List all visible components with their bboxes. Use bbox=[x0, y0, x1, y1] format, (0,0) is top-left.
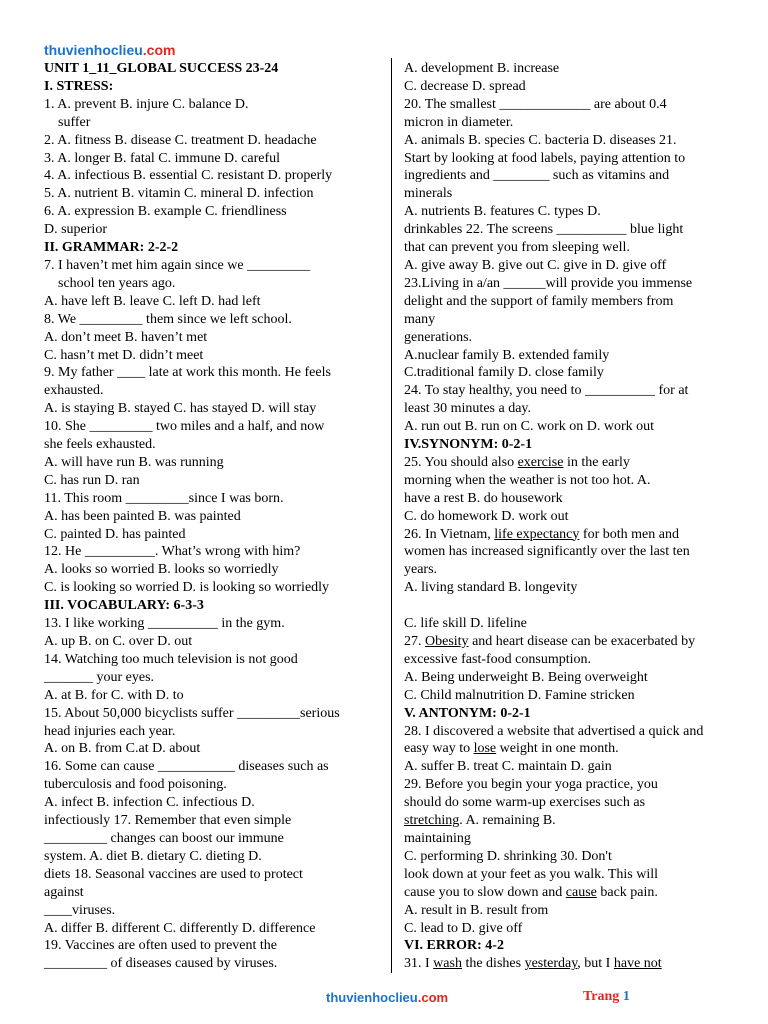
question-9-cont: exhausted. bbox=[44, 383, 104, 399]
question-26-cont-1: women has increased significantly over the last ten bbox=[404, 544, 690, 560]
q25-underlined-word: exercise bbox=[517, 454, 564, 470]
question-23-cont-2: many bbox=[404, 311, 436, 327]
footer-site-part1: thuvienhoclieu bbox=[326, 990, 418, 1005]
q25-text-post: in the early bbox=[563, 454, 630, 470]
question-14-options: A. at B. for C. with D. to bbox=[44, 687, 184, 703]
question-18-cont: ____viruses. bbox=[44, 902, 116, 918]
question-17-options: system. A. diet B. dietary C. dieting D. bbox=[44, 848, 262, 864]
unit-title: UNIT 1_11_GLOBAL SUCCESS 23-24 bbox=[44, 61, 279, 76]
question-6: 6. A. expression B. example C. friendliness bbox=[44, 204, 287, 220]
question-27 bbox=[404, 633, 736, 651]
question-27-options-2: C. Child malnutrition D. Famine stricken bbox=[404, 687, 635, 703]
question-14: 14. Watching too much television is not good bbox=[44, 651, 298, 667]
question-4: 4. A. infectious B. essential C. resistant D. properly bbox=[44, 168, 333, 184]
question-28-cont bbox=[404, 740, 736, 758]
question-21-22-line: drinkables 22. The screens __________ blue light bbox=[404, 222, 684, 238]
section-grammar: II. GRAMMAR: 2-2-2 bbox=[44, 240, 179, 256]
question-9-options: A. is staying B. stayed C. has stayed D. will stay bbox=[44, 401, 317, 417]
q31-text-mid1: the dishes bbox=[461, 956, 525, 972]
question-21-cont-2: minerals bbox=[404, 186, 453, 202]
q28-text-pre: easy way to bbox=[404, 741, 474, 757]
question-24-options: A. run out B. run on C. work on D. work out bbox=[404, 419, 655, 435]
question-19: 19. Vaccines are often used to prevent the bbox=[44, 938, 277, 954]
question-31 bbox=[404, 955, 736, 973]
question-2: 2. A. fitness B. disease C. treatment D. headache bbox=[44, 132, 317, 148]
question-23-cont-3: generations. bbox=[404, 329, 473, 345]
right-column bbox=[404, 60, 736, 973]
question-16: 16. Some can cause ___________ diseases such as bbox=[44, 759, 329, 775]
question-7-options: A. have left B. leave C. left D. had left bbox=[44, 293, 261, 309]
question-11-options-2: C. painted D. has painted bbox=[44, 526, 186, 542]
question-16-options: A. infect B. infection C. infectious D. bbox=[44, 795, 255, 811]
question-7-cont: school ten years ago. bbox=[58, 275, 176, 291]
q28-underlined-word: lose bbox=[473, 741, 497, 757]
q26-text-pre: 26. In Vietnam, bbox=[404, 526, 495, 542]
question-15-cont: head injuries each year. bbox=[44, 723, 176, 739]
question-26-options-1: A. living standard B. longevity bbox=[404, 580, 578, 596]
question-19-cont: _________ of diseases caused by viruses. bbox=[44, 956, 278, 972]
q26-text-post: for both men and bbox=[579, 526, 679, 542]
question-7: 7. I haven’t met him again since we _________ bbox=[44, 257, 311, 273]
question-30-cont: look down at your feet as you walk. This will bbox=[404, 866, 659, 882]
site-name-part1: thuvienhoclieu bbox=[44, 42, 143, 58]
question-24: 24. To stay healthy, you need to __________ for at bbox=[404, 383, 689, 399]
column-divider bbox=[391, 58, 392, 973]
footer-site-part2: .com bbox=[417, 990, 449, 1005]
q27-underlined-word: Obesity bbox=[425, 634, 469, 649]
question-15-options: A. on B. from C.at D. about bbox=[44, 741, 201, 757]
question-23-options-2: C.traditional family D. close family bbox=[404, 365, 604, 381]
question-25-cont: morning when the weather is not too hot. A. bbox=[404, 472, 651, 488]
question-30-cont-2 bbox=[404, 884, 736, 902]
question-16-17-line: infectiously 17. Remember that even simple bbox=[44, 813, 292, 829]
q27-text-pre: 27. bbox=[404, 634, 425, 649]
question-26 bbox=[404, 526, 736, 544]
question-12-options-1: A. looks so worried B. looks so worriedly bbox=[44, 562, 279, 578]
question-1: 1. A. prevent B. injure C. balance D. bbox=[44, 96, 249, 112]
question-23-options-1: A.nuclear family B. extended family bbox=[404, 347, 610, 363]
question-11-options-1: A. has been painted B. was painted bbox=[44, 508, 241, 524]
question-1-cont: suffer bbox=[58, 114, 91, 130]
question-11: 11. This room _________since I was born. bbox=[44, 490, 284, 506]
question-10: 10. She _________ two miles and a half, and now bbox=[44, 419, 325, 435]
question-19-options-2: C. decrease D. spread bbox=[404, 78, 526, 94]
question-18: against bbox=[44, 884, 84, 900]
question-16-cont: tuberculosis and food poisoning. bbox=[44, 777, 227, 793]
question-27-options-1: A. Being underweight B. Being overweight bbox=[404, 669, 648, 685]
site-logo-text[interactable] bbox=[44, 42, 175, 58]
q29-underlined-word: stretching bbox=[404, 813, 460, 829]
question-26-options-2: C. life skill D. lifeline bbox=[404, 616, 527, 632]
question-18-options: A. differ B. different C. differently D. difference bbox=[44, 920, 316, 936]
q26-underlined-word: life expectancy bbox=[494, 526, 580, 542]
question-30-options-2: C. lead to D. give off bbox=[404, 920, 523, 936]
footer-site-link[interactable] bbox=[326, 990, 448, 1005]
question-21: Start by looking at food labels, paying attention to bbox=[404, 150, 686, 166]
question-3: 3. A. longer B. fatal C. immune D. careful bbox=[44, 150, 280, 166]
question-25-options-2: C. do homework D. work out bbox=[404, 508, 569, 524]
question-28: 28. I discovered a website that advertised a quick and bbox=[404, 723, 704, 739]
question-17-18-line: diets 18. Seasonal vaccines are used to protect bbox=[44, 866, 303, 882]
question-29-cont: should do some warm-up exercises such as bbox=[404, 795, 646, 811]
question-6-cont: D. superior bbox=[44, 222, 107, 238]
question-5: 5. A. nutrient B. vitamin C. mineral D. infection bbox=[44, 186, 314, 202]
question-13: 13. I like working __________ in the gym. bbox=[44, 616, 285, 632]
section-vocabulary: III. VOCABULARY: 6-3-3 bbox=[44, 598, 204, 614]
q30-text-post: back pain. bbox=[596, 884, 658, 900]
question-8: 8. We _________ them since we left school. bbox=[44, 311, 292, 327]
question-22-cont: that can prevent you from sleeping well. bbox=[404, 240, 630, 256]
question-29-cont-2 bbox=[404, 812, 736, 830]
question-12-options-2: C. is looking so worried D. is looking so worriedly bbox=[44, 580, 330, 596]
section-synonym: IV.SYNONYM: 0-2-1 bbox=[404, 437, 533, 453]
q28-text-post: weight in one month. bbox=[496, 741, 619, 757]
question-8-options-1: A. don’t meet B. haven’t met bbox=[44, 329, 208, 345]
section-antonym: V. ANTONYM: 0-2-1 bbox=[404, 705, 531, 721]
question-14-cont: _______ your eyes. bbox=[44, 669, 155, 685]
question-21-options: A. nutrients B. features C. types D. bbox=[404, 204, 601, 220]
q31-underlined-3: have not bbox=[613, 956, 662, 972]
question-19-options-1: A. development B. increase bbox=[404, 61, 560, 76]
page-label: Trang bbox=[583, 989, 620, 1004]
question-12: 12. He __________. What’s wrong with him? bbox=[44, 544, 301, 560]
q31-underlined-1: wash bbox=[433, 956, 462, 972]
question-13-options: A. up B. on C. over D. out bbox=[44, 634, 193, 649]
question-20: 20. The smallest _____________ are about 0.4 bbox=[404, 96, 667, 112]
question-23-cont-1: delight and the support of family members from bbox=[404, 293, 674, 309]
page-number-value: 1 bbox=[622, 989, 630, 1004]
question-9: 9. My father ____ late at work this month. He feels bbox=[44, 365, 331, 381]
question-26-cont-2: years. bbox=[404, 562, 438, 578]
question-27-cont: excessive fast-food consumption. bbox=[404, 651, 592, 667]
question-25 bbox=[404, 454, 736, 472]
question-10-options-2: C. has run D. ran bbox=[44, 472, 140, 488]
question-29-cont-3: maintaining bbox=[404, 830, 471, 846]
question-20-cont: micron in diameter. bbox=[404, 114, 514, 130]
question-29-30-line: C. performing D. shrinking 30. Don't bbox=[404, 848, 612, 864]
question-29: 29. Before you begin your yoga practice, you bbox=[404, 777, 658, 793]
question-10-options-1: A. will have run B. was running bbox=[44, 454, 224, 470]
q30-underlined-word: cause bbox=[565, 884, 597, 900]
q31-text-pre: 31. I bbox=[404, 956, 434, 972]
question-28-options: A. suffer B. treat C. maintain D. gain bbox=[404, 759, 612, 775]
section-error: VI. ERROR: 4-2 bbox=[404, 938, 504, 954]
left-column bbox=[44, 60, 379, 973]
question-21-cont-1: ingredients and ________ such as vitamins and bbox=[404, 168, 670, 184]
q27-text-post: and heart disease can be exacerbated by bbox=[468, 634, 696, 649]
question-17: _________ changes can boost our immune bbox=[44, 830, 284, 846]
question-24-cont: least 30 minutes a day. bbox=[404, 401, 532, 417]
question-20-options: A. animals B. species C. bacteria D. diseases 21. bbox=[404, 132, 677, 148]
q25-text-pre: 25. You should also bbox=[404, 454, 518, 470]
question-25-options-1: have a rest B. do housework bbox=[404, 490, 563, 506]
site-name-part2: .com bbox=[142, 42, 176, 58]
q31-text-mid2: , but I bbox=[577, 956, 614, 972]
question-15: 15. About 50,000 bicyclists suffer _________serious bbox=[44, 705, 340, 721]
q30-text-pre: cause you to slow down and bbox=[404, 884, 566, 900]
question-10-cont: she feels exhausted. bbox=[44, 437, 156, 453]
question-8-options-2: C. hasn’t met D. didn’t meet bbox=[44, 347, 204, 363]
q29-text-post: . A. remaining B. bbox=[459, 813, 556, 829]
question-23: 23.Living in a/an ______will provide you immense bbox=[404, 275, 693, 291]
section-stress: I. STRESS: bbox=[44, 78, 114, 94]
question-22-options: A. give away B. give out C. give in D. give off bbox=[404, 257, 667, 273]
page-number bbox=[583, 989, 630, 1005]
question-30-options-1: A. result in B. result from bbox=[404, 902, 549, 918]
q31-underlined-2: yesterday bbox=[524, 956, 578, 972]
blank-line bbox=[404, 597, 736, 615]
